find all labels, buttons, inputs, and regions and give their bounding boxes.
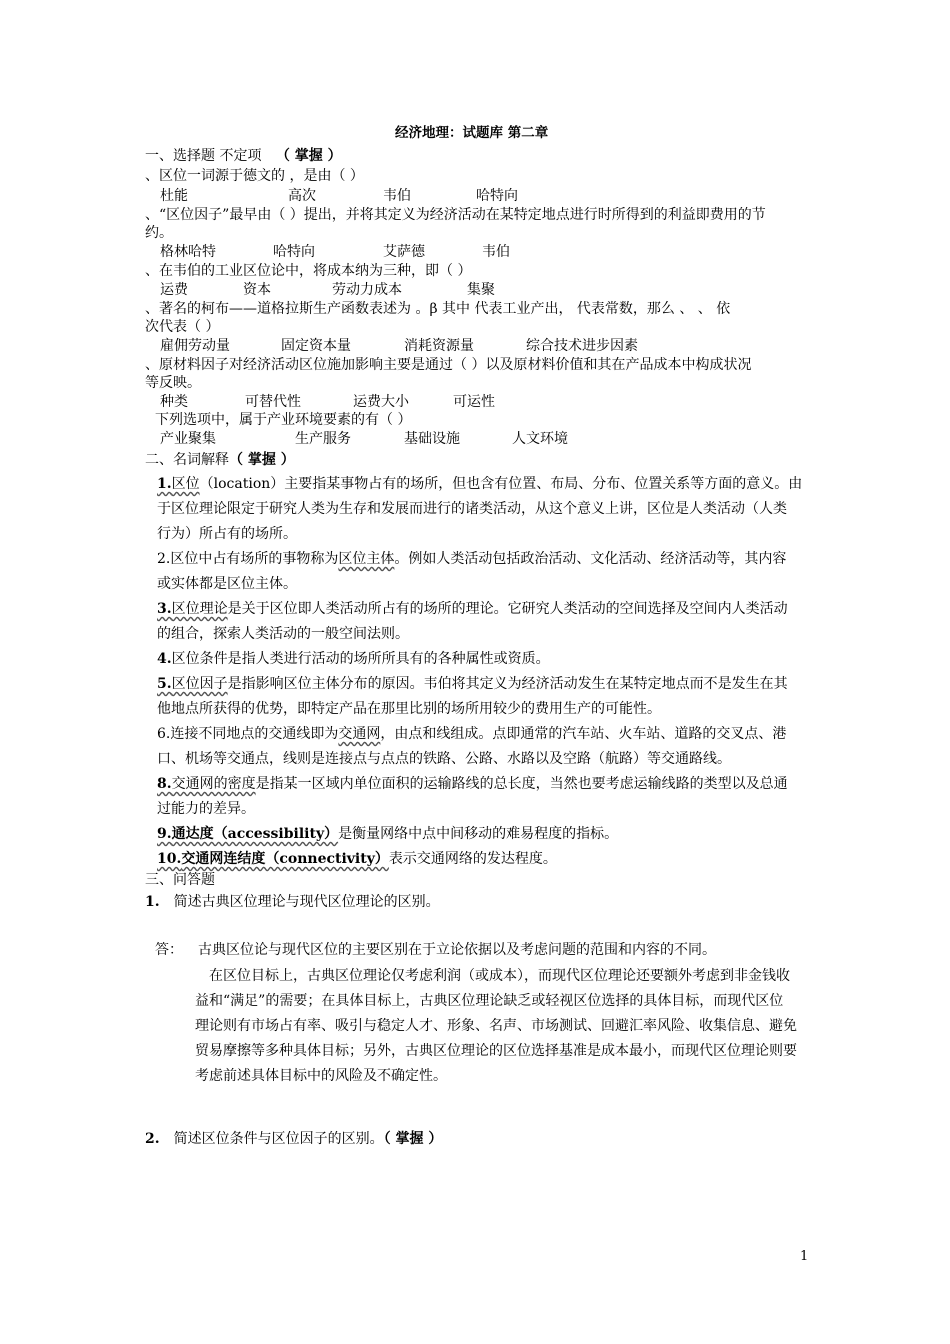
definition-9-number: 9. bbox=[157, 826, 172, 842]
question-3-stem: 、在韦伯的工业区位论中，将成本纳为三种，即（ ） bbox=[145, 263, 472, 279]
definition-10 bbox=[157, 847, 807, 872]
question-4-option-b: 固定资本量 bbox=[281, 338, 351, 354]
definition-8 bbox=[157, 772, 807, 822]
question-6-stem: 下列选项中，属于产业环境要素的有（ ） bbox=[155, 412, 412, 428]
section-3-heading: 三、问答题 bbox=[145, 872, 215, 888]
definition-6-number: 6. bbox=[157, 726, 171, 742]
question-6-option-d: 人文环境 bbox=[512, 431, 568, 447]
question-4-stem-cont: 次代表（ ） bbox=[145, 319, 220, 335]
definition-1-term: 区位 bbox=[171, 476, 200, 492]
definition-6-line-1a: 连接不同地点的交通线即为 bbox=[170, 726, 339, 742]
definition-6-line-2: 口、机场等交通点，线则是连接点与点点的铁路、公路、水路以及空路（航路）等交通路线。 bbox=[157, 751, 731, 767]
question-2-option-d: 韦伯 bbox=[482, 244, 510, 260]
definition-10-term: 交通网连结度（connectivity） bbox=[181, 851, 389, 867]
definition-2-line-2: 或实体都是区位主体。 bbox=[157, 576, 297, 592]
qa-1-answer-line-3: 理论则有市场占有率、吸引与稳定人才、形象、名声、市场测试、回避汇率风险、收集信息、避免 bbox=[195, 1018, 797, 1034]
definition-8-number: 8. bbox=[157, 776, 172, 792]
definition-1-line-2: 于区位理论限定于研究人类为生存和发展而进行的诸类活动，从这个意义上讲，区位是人类活动（人类 bbox=[157, 501, 787, 517]
question-6-option-c: 基础设施 bbox=[404, 431, 460, 447]
definition-1-number: 1. bbox=[157, 476, 172, 492]
definition-5 bbox=[157, 672, 807, 722]
section-2-heading bbox=[145, 451, 295, 469]
qa-1-answer-line-4: 贸易摩擦等多种具体目标；另外，古典区位理论的区位选择基准是成本最小，而现代区位理论则要 bbox=[195, 1043, 797, 1059]
definition-3-line-1: 是关于区位即人类活动所占有的场所的理论。它研究人类活动的空间选择及空间内人类活动 bbox=[227, 601, 788, 617]
question-2-stem-cont: 约。 bbox=[145, 225, 173, 241]
question-5-option-a: 种类 bbox=[160, 394, 188, 410]
definition-5-line-2: 他地点所获得的优势，即特定产品在那里比别的场所用较少的费用生产的可能性。 bbox=[157, 701, 661, 717]
definition-3-number: 3. bbox=[157, 601, 172, 617]
definition-6-term: 交通网 bbox=[338, 726, 381, 742]
page-title: 经济地理：试题库 第二章 bbox=[395, 125, 549, 141]
qa-2-text: 简述区位条件与区位因子的区别。 bbox=[173, 1131, 384, 1147]
question-1-option-d: 哈特向 bbox=[476, 188, 518, 204]
qa-1-number: 1. bbox=[145, 894, 160, 910]
definition-2-line-1b: 。例如人类活动包括政治活动、文化活动、经济活动等，其内容 bbox=[394, 551, 787, 567]
question-1-option-a: 杜能 bbox=[160, 188, 188, 204]
definition-1-line-1: （location）主要指某事物占有的场所，但也含有位置、布局、分布、位置关系等方面的意义。由 bbox=[199, 476, 803, 492]
definition-4 bbox=[157, 647, 807, 672]
question-6-option-a: 产业聚集 bbox=[160, 431, 216, 447]
question-5-option-c: 运费大小 bbox=[353, 394, 409, 410]
qa-1-answer-line-2: 益和“满足”的需要；在具体目标上，古典区位理论缺乏或轻视区位选择的具体目标，而现代区位 bbox=[195, 993, 784, 1009]
definition-8-line-2: 过能力的差异。 bbox=[157, 801, 255, 817]
qa-1-answer-first: 古典区位论与现代区位的主要区别在于立论依据以及考虑问题的范围和内容的不同。 bbox=[198, 942, 716, 958]
question-6-option-b: 生产服务 bbox=[295, 431, 351, 447]
qa-1-question bbox=[145, 893, 440, 911]
qa-1-answer-line-1: 在区位目标上，古典区位理论仅考虑利润（或成本），而现代区位理论还要额外考虑到非金钱收 bbox=[209, 968, 790, 984]
definition-6 bbox=[157, 722, 807, 772]
qa-2-number: 2. bbox=[145, 1131, 160, 1147]
question-3-option-b: 资本 bbox=[243, 282, 271, 298]
section-2-tag: （ 掌握 ） bbox=[229, 452, 295, 468]
section-1-tag: （ 掌握 ） bbox=[275, 148, 342, 164]
definition-9-term: 通达度（accessibility） bbox=[171, 826, 339, 842]
question-3-option-c: 劳动力成本 bbox=[332, 282, 402, 298]
qa-1-answer-line-5: 考虑前述具体目标中的风险及不确定性。 bbox=[195, 1068, 447, 1084]
question-5-stem: 、原材料因子对经济活动区位施加影响主要是通过（ ）以及原材料价值和其在产品成本中构成状况 bbox=[145, 357, 752, 373]
definition-8-line-1: 是指某一区域内单位面积的运输路线的总长度，当然也要考虑运输线路的类型以及总通 bbox=[255, 776, 788, 792]
definition-1 bbox=[157, 472, 807, 547]
qa-1-answer-label: 答： bbox=[155, 942, 183, 958]
definition-9-line-1: 是衡量网络中点中间移动的难易程度的指标。 bbox=[338, 826, 619, 842]
definition-2-term: 区位主体 bbox=[338, 551, 395, 567]
question-3-option-d: 集聚 bbox=[467, 282, 495, 298]
definition-4-line-1: 区位条件是指人类进行活动的场所所具有的各种属性或资质。 bbox=[171, 651, 550, 667]
section-2-label: 二、名词解释 bbox=[145, 452, 229, 468]
section-1-label: 一、选择题 不定项 bbox=[145, 148, 262, 164]
definition-1-line-3: 行为）所占有的场所。 bbox=[157, 526, 297, 542]
page-number: 1 bbox=[800, 1249, 809, 1264]
question-4-option-d: 综合技术进步因素 bbox=[526, 338, 638, 354]
question-4-option-c: 消耗资源量 bbox=[404, 338, 474, 354]
definition-3 bbox=[157, 597, 807, 647]
question-4-option-a: 雇佣劳动量 bbox=[160, 338, 230, 354]
definition-5-line-1: 是指影响区位主体分布的原因。韦伯将其定义为经济活动发生在某特定地点而不是发生在其 bbox=[227, 676, 788, 692]
qa-1-text: 简述古典区位理论与现代区位理论的区别。 bbox=[173, 894, 440, 910]
question-1-option-b: 高次 bbox=[288, 188, 316, 204]
definition-5-number: 5. bbox=[157, 676, 172, 692]
definition-9 bbox=[157, 822, 807, 847]
question-4-stem: 、著名的柯布——道格拉斯生产函数表述为 。β 其中 代表工业产出， 代表常数，那么 、 、 依 bbox=[145, 301, 731, 317]
definition-5-term: 区位因子 bbox=[171, 676, 228, 692]
definition-2 bbox=[157, 547, 807, 597]
section-1-heading bbox=[145, 147, 342, 165]
question-2-option-a: 格林哈特 bbox=[160, 244, 216, 260]
question-5-stem-cont: 等反映。 bbox=[145, 375, 201, 391]
question-1-stem: 、区位一词源于德文的 ，是由（ ） bbox=[145, 168, 364, 184]
question-1-option-c: 韦伯 bbox=[383, 188, 411, 204]
definition-2-number: 2. bbox=[157, 551, 171, 567]
definition-6-line-1b: ，由点和线组成。点即通常的汽车站、火车站、道路的交叉点、港 bbox=[380, 726, 787, 742]
qa-1-answer-body bbox=[195, 964, 815, 1089]
definition-2-line-1a: 区位中占有场所的事物称为 bbox=[170, 551, 339, 567]
definition-4-number: 4. bbox=[157, 651, 172, 667]
question-2-option-c: 艾萨德 bbox=[383, 244, 425, 260]
question-5-option-b: 可替代性 bbox=[245, 394, 301, 410]
qa-2-tag: （ 掌握 ） bbox=[383, 1131, 443, 1147]
qa-2-question bbox=[145, 1130, 442, 1148]
question-2-option-b: 哈特向 bbox=[273, 244, 315, 260]
question-5-option-d: 可运性 bbox=[453, 394, 495, 410]
question-2-stem: 、“区位因子”最早由（ ）提出，并将其定义为经济活动在某特定地点进行时所得到的利益即费用的节 bbox=[145, 207, 766, 223]
question-3-option-a: 运费 bbox=[160, 282, 188, 298]
definition-8-term: 交通网的密度 bbox=[171, 776, 256, 792]
definition-10-number: 10. bbox=[157, 851, 182, 867]
definition-3-line-2: 的组合，探索人类活动的一般空间法则。 bbox=[157, 626, 409, 642]
definition-3-term: 区位理论 bbox=[171, 601, 228, 617]
definition-10-line-1: 表示交通网络的发达程度。 bbox=[388, 851, 557, 867]
